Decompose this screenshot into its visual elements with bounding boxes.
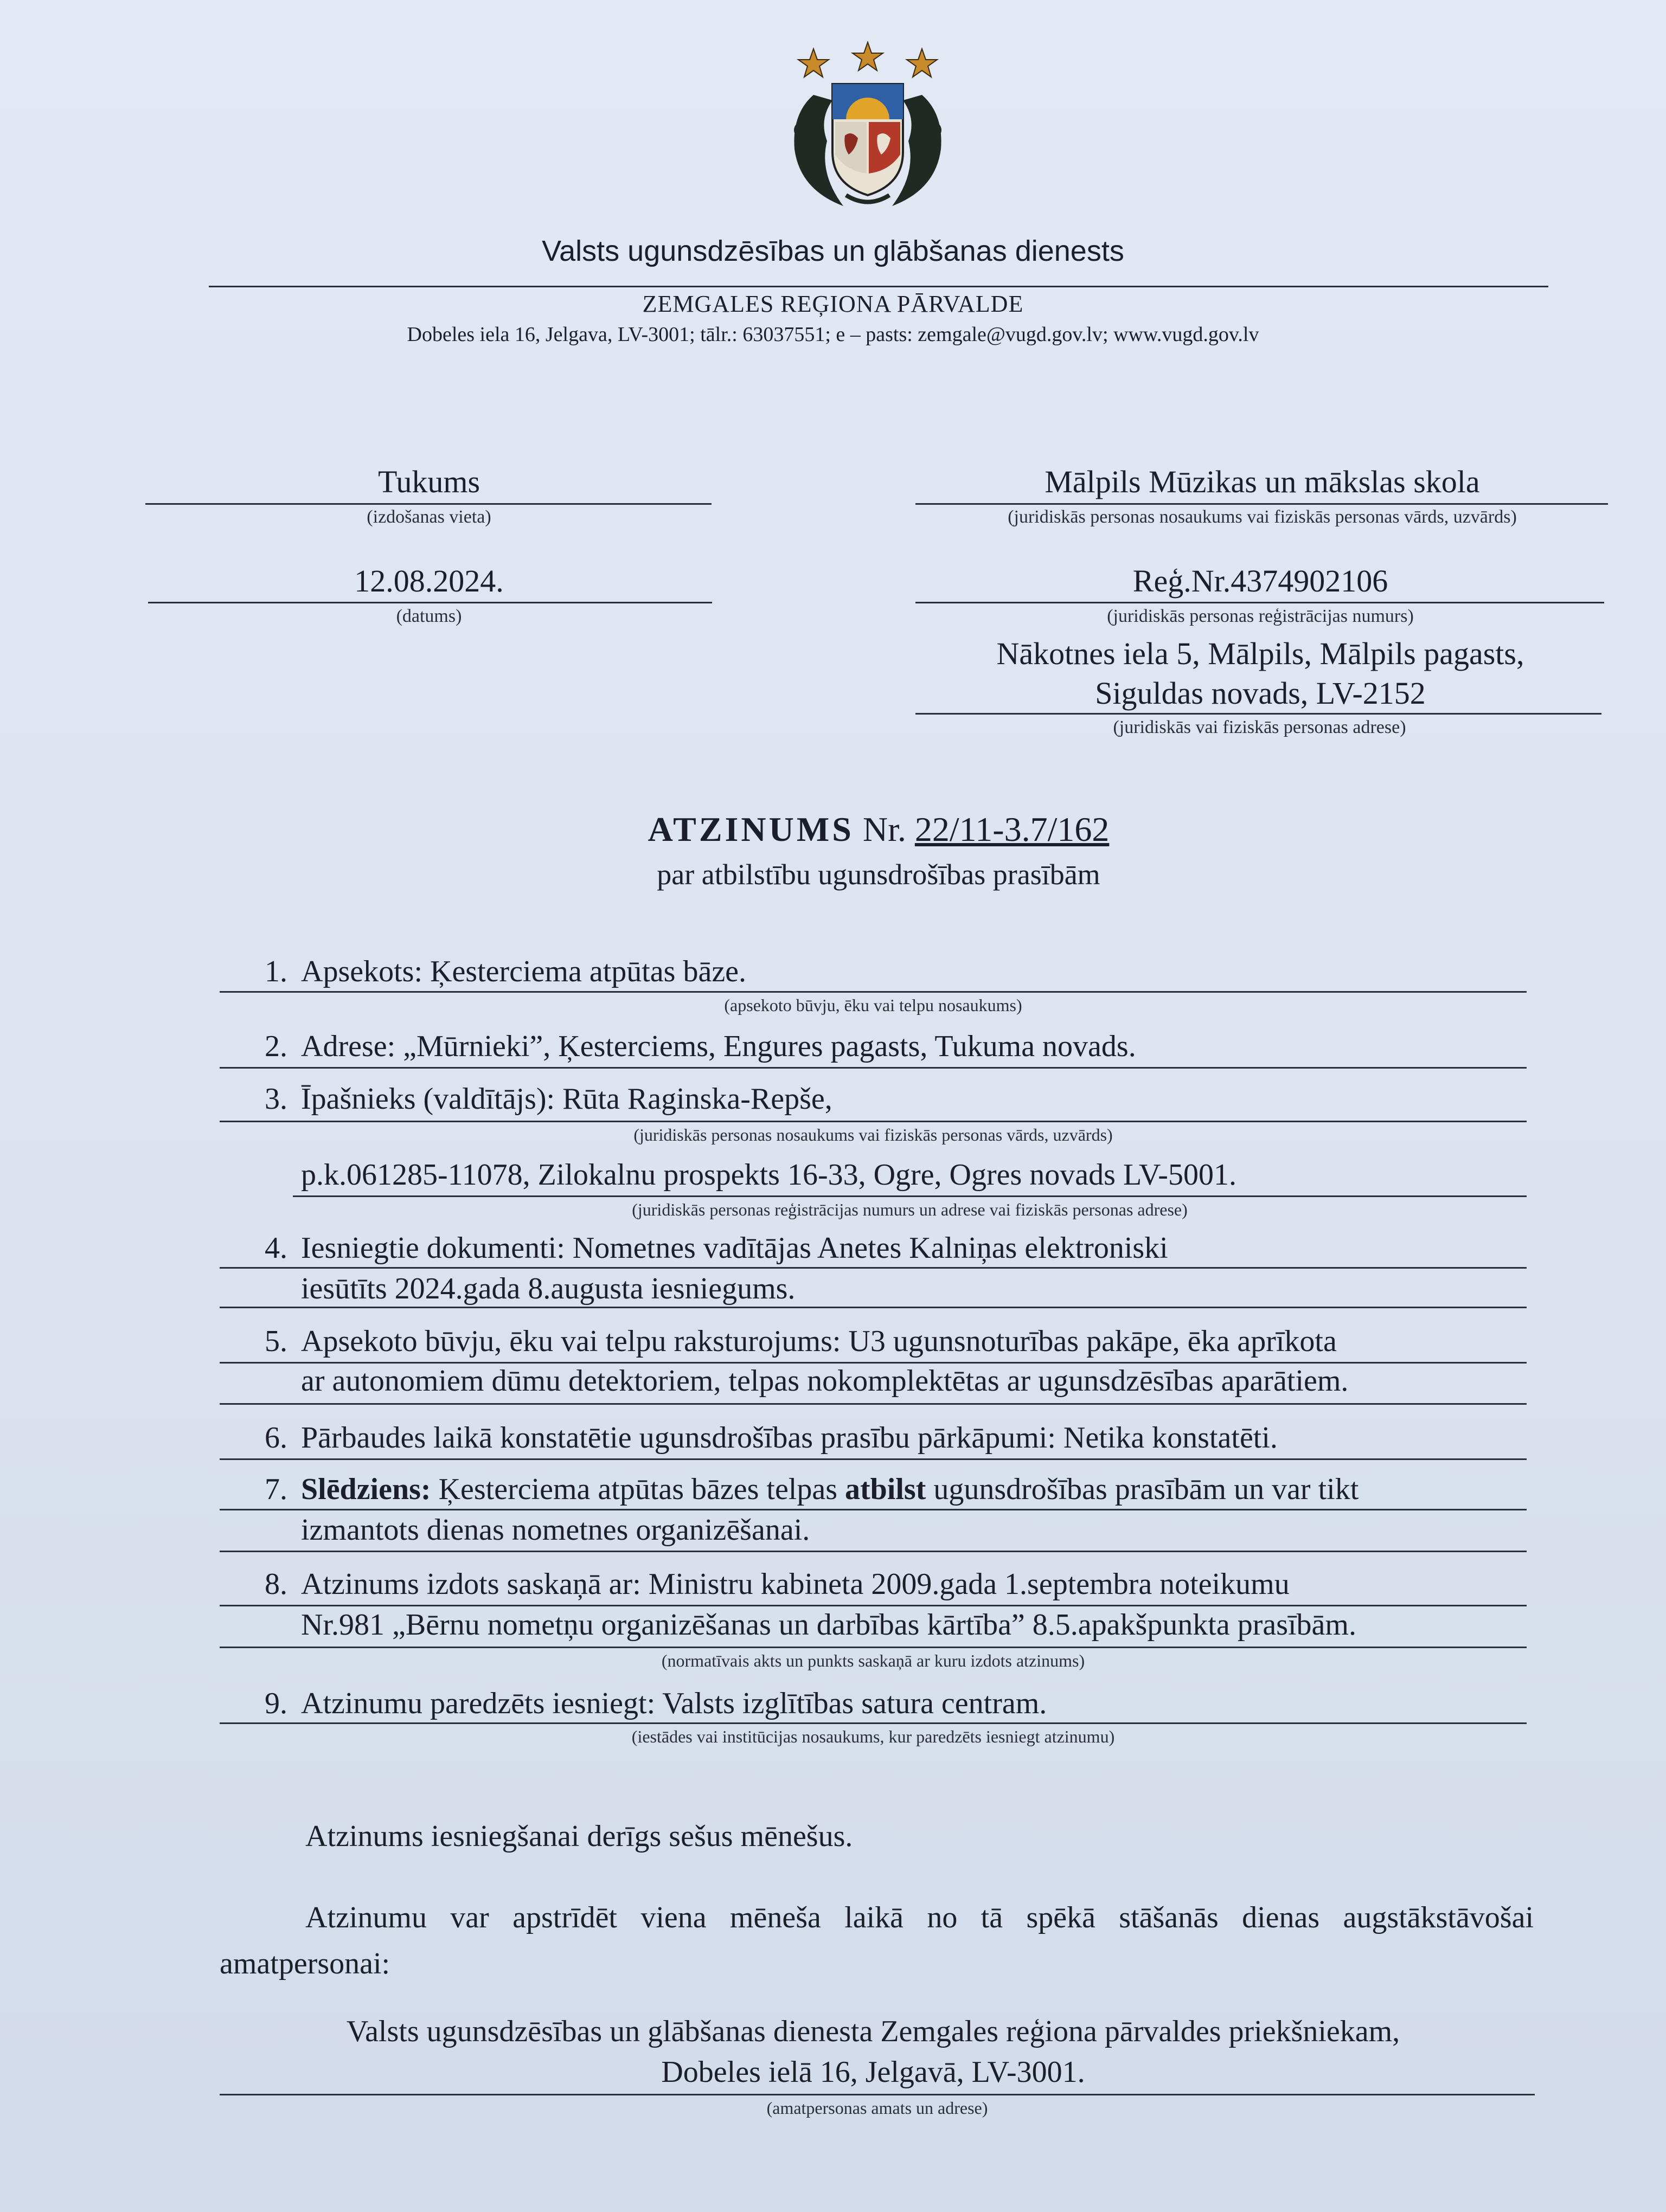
recipient-reg-caption: (juridiskās personas reģistrācijas numurs) — [1107, 606, 1414, 626]
appeal-text-line1: Atzinumu var apstrīdēt viena mēneša laikā no tā spēkā stāšanās dienas augstākstāvošai — [305, 1901, 1534, 1934]
item-text: Atzinums izdots saskaņā ar: Ministru kabineta 2009.gada 1.septembra noteikumu — [301, 1567, 1290, 1601]
item-text-continuation: Nr.981 „Bērnu nometņu organizēšanas un darbības kārtība” 8.5.apakšpunkta prasībām. — [301, 1608, 1356, 1642]
recipient-reg-underline — [915, 602, 1604, 603]
item-text-continuation: ar autonomiem dūmu detektoriem, telpas nokomplektētas ar ugunsdzēsības aparātiem. — [301, 1364, 1349, 1398]
item-text: Apsekoto būvju, ēku vai telpu raksturojums: U3 ugunsnoturības pakāpe, ēka aprīkota — [301, 1324, 1337, 1358]
title-word: ATZINUMS — [648, 810, 854, 848]
item-3-underline — [220, 1121, 1527, 1122]
item-text-continuation: iesūtīts 2024.gada 8.augusta iesniegums. — [301, 1272, 796, 1306]
item-number: 8. — [265, 1567, 287, 1601]
issue-place-caption: (izdošanas vieta) — [367, 507, 491, 527]
issue-place-underline — [145, 503, 712, 505]
header-divider — [209, 286, 1548, 287]
item-text-continuation: izmantots dienas nometnes organizēšanai. — [301, 1513, 810, 1547]
item-2-underline — [220, 1067, 1527, 1069]
stars-icon — [798, 42, 937, 77]
item-1-underline — [220, 991, 1527, 993]
item-8-second-underline — [220, 1647, 1527, 1648]
item-8-caption: (normatīvais akts un punkts saskaņā ar kuru izdots atzinums) — [661, 1651, 1085, 1670]
item-number: 4. — [265, 1231, 287, 1265]
coat-of-arms-emblem — [781, 33, 954, 217]
issue-date: 12.08.2024. — [354, 563, 504, 599]
region-name: ZEMGALES REĢIONA PĀRVALDE — [642, 291, 1024, 317]
item-5-second-underline — [220, 1403, 1527, 1405]
item-4-second-underline — [220, 1307, 1527, 1308]
issue-date-underline — [148, 602, 712, 603]
item-text: Adrese: „Mūrnieki”, Ķesterciems, Engures pagasts, Tukuma novads. — [301, 1030, 1136, 1063]
recipient-address-underline — [915, 713, 1601, 715]
recipient-address-line1: Nākotnes iela 5, Mālpils, Mālpils pagasts, — [996, 636, 1524, 671]
item-text: Iesniegtie dokumenti: Nometnes vadītājas Anetes Kalniņas elektroniski — [301, 1231, 1168, 1265]
conclusion-label: Slēdziens: — [301, 1472, 431, 1506]
document-title — [0, 809, 1666, 850]
issue-date-caption: (datums) — [396, 606, 462, 626]
item-number: 9. — [265, 1687, 287, 1720]
item-7-second-underline — [220, 1551, 1527, 1552]
item-9-caption: (iestādes vai institūcijas nosaukums, kur paredzēts iesniegt atzinumu) — [631, 1727, 1115, 1746]
item-text-continuation: p.k.061285-11078, Zilokalnu prospekts 16-33, Ogre, Ogres novads LV-5001. — [301, 1158, 1236, 1192]
item-number: 2. — [265, 1030, 287, 1063]
item-3-second-underline — [293, 1195, 1527, 1197]
item-8-underline — [220, 1605, 1527, 1606]
item-text: Pārbaudes laikā konstatētie ugunsdrošības prasību pārkāpumi: Netika konstatēti. — [301, 1421, 1278, 1455]
item-text: Īpašnieks (valdītājs): Rūta Raginska-Repše, — [301, 1082, 832, 1116]
issue-place: Tukums — [377, 464, 480, 499]
item-number: 6. — [265, 1421, 287, 1455]
recipient-name-underline — [915, 503, 1608, 505]
recipient-reg-number: Reģ.Nr.4374902106 — [1132, 563, 1388, 599]
item-number: 5. — [265, 1324, 287, 1358]
validity-note: Atzinums iesniegšanai derīgs sešus mēnešus. — [305, 1819, 853, 1853]
official-line1: Valsts ugunsdzēsības un glābšanas dienesta Zemgales reģiona pārvaldes priekšniekam, — [346, 2015, 1400, 2048]
item-4-underline — [220, 1267, 1527, 1269]
recipient-name: Mālpils Mūzikas un mākslas skola — [1045, 464, 1480, 499]
item-number: 7. — [265, 1472, 287, 1506]
recipient-address-line2: Siguldas novads, LV-2152 — [1095, 676, 1426, 711]
item-text: Atzinumu paredzēts iesniegt: Valsts izglītības satura centram. — [301, 1687, 1047, 1720]
recipient-address-caption: (juridiskās vai fiziskās personas adrese) — [1113, 717, 1406, 737]
official-underline — [220, 2094, 1535, 2095]
organization-name: Valsts ugunsdzēsības un glābšanas dienests — [542, 235, 1124, 267]
item-text: Apsekots: Ķesterciema atpūtas bāze. — [301, 955, 747, 988]
recipient-name-caption: (juridiskās personas nosaukums vai fiziskās personas vārds, uzvārds) — [1008, 507, 1517, 527]
official-caption: (amatpersonas amats un adrese) — [766, 2098, 988, 2118]
title-number: 22/11-3.7/162 — [914, 810, 1110, 848]
contact-line: Dobeles iela 16, Jelgava, LV-3001; tālr.: 63037551; e – pasts: zemgale@vugd.gov.lv; www.vugd.gov.lv — [407, 323, 1259, 346]
appeal-text-line2: amatpersonai: — [220, 1947, 390, 1980]
item-9-underline — [220, 1722, 1527, 1724]
item-7-underline — [220, 1509, 1527, 1510]
conclusion-verdict: atbilst — [845, 1472, 926, 1506]
item-6-underline — [220, 1458, 1527, 1460]
conclusion-part2: ugunsdrošības prasībām un var tikt — [926, 1472, 1359, 1506]
conclusion-part1: Ķesterciema atpūtas bāzes telpas — [431, 1472, 845, 1506]
item-1-caption: (apsekoto būvju, ēku vai telpu nosaukums) — [724, 995, 1022, 1015]
official-line2: Dobeles ielā 16, Jelgavā, LV-3001. — [661, 2055, 1085, 2089]
title-nr-label: Nr. — [862, 810, 906, 848]
item-text — [301, 1472, 1359, 1507]
item-number: 3. — [265, 1082, 287, 1116]
item-3-caption: (juridiskās personas nosaukums vai fiziskās personas vārds, uzvārds) — [633, 1125, 1113, 1144]
item-3-second-caption: (juridiskās personas reģistrācijas numurs un adrese vai fiziskās personas adrese) — [632, 1200, 1188, 1219]
item-number: 1. — [265, 955, 287, 988]
document-subtitle: par atbilstību ugunsdrošības prasībām — [657, 858, 1100, 891]
